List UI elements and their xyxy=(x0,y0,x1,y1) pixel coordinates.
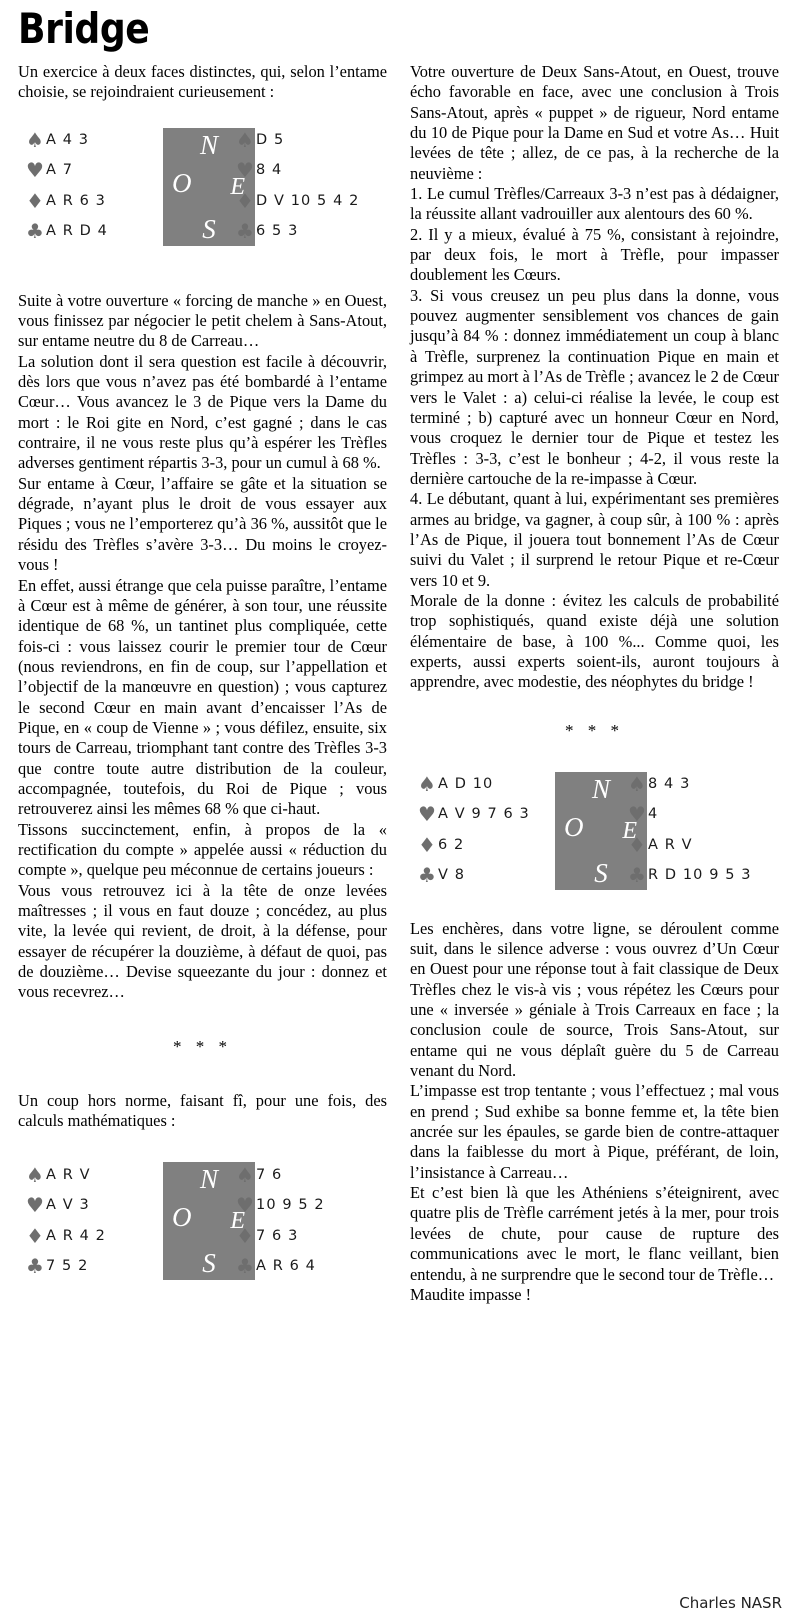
diamond-icon: ♦ xyxy=(418,832,436,857)
compass-east-label: E xyxy=(230,1208,245,1235)
compass-west-label: O xyxy=(172,1202,192,1233)
left-paragraph-6: Vous vous retrouvez ici à la tête de onze levées maîtresses ; il vous en faut douze ; concédez, au plus vite, la levée qui revient, de droit, à la défense, pour essayer de récupérer la douzième, à défaut de quoi, pas de douzième… Devise squeezante du jour : donnez et vous recevrez… xyxy=(18,880,387,1002)
west-diamonds-cards: A R 6 3 xyxy=(46,192,106,209)
east-hearts-cards: 10 9 5 2 xyxy=(256,1197,325,1214)
spacer xyxy=(410,693,779,721)
east-clubs-cards: A R 6 4 xyxy=(256,1258,316,1275)
club-icon: ♣ xyxy=(628,863,646,888)
left-paragraph-4: En effet, aussi étrange que cela puisse paraître, l’entame à Cœur est à même de générer, à son tour, une réussite identique de 68 %, un tantinet plus compliquée, cette fois-ci : vous laissez courir le premier tour de Cœur (nous reviendrons, en fin de coup, sur l’appellation et l’objectif de la manœuvre en question) ; vous capturez le second Cœur en main avant d’encaisser l’As de Pique, en « coup de Vienne » ; vous défilez, ensuite, six tours de Carreau, triomphant tant contre des Trèfles 3-3 que contre toute autre distribution de la couleur, accompagnée, toutefois, du Roi de Pique ; vous retrouverez ainsi les mêmes 68 % que ci-haut. xyxy=(18,575,387,819)
spade-icon: ♠ xyxy=(236,127,254,152)
right-paragraph-1: Votre ouverture de Deux Sans-Atout, en Ouest, trouve écho favorable en face, avec une conclusion à Trois Sans-Atout, après « puppet » de rigueur, Nord entame du 10 de Pique pour la Dame en Sud et votre As… Huit levées de tête ; allez, de ce pas, à la recherche de la neuvième : xyxy=(410,62,779,183)
bridge-deal-diagram-3 xyxy=(18,1159,387,1281)
bridge-deal-diagram-2 xyxy=(410,769,779,891)
spade-icon: ♠ xyxy=(26,1162,44,1187)
spacer xyxy=(18,1003,387,1037)
west-hand-3 xyxy=(26,1159,176,1281)
compass-north-label: N xyxy=(199,1164,219,1195)
east-hearts-cards: 4 xyxy=(648,806,659,823)
page-title: Bridge xyxy=(18,4,150,53)
spacer xyxy=(18,103,387,125)
bridge-deal-diagram-1 xyxy=(18,125,387,247)
right-section-divider: * * * xyxy=(565,720,624,740)
compass-east-label: E xyxy=(230,173,245,200)
club-icon: ♣ xyxy=(236,219,254,244)
west-spades-cards: A 4 3 xyxy=(46,131,90,148)
hand-row-clubs xyxy=(236,216,386,247)
left-intro-paragraph: Un exercice à deux faces distinctes, qui, selon l’entame choisie, se rejoindraient curieusement : xyxy=(18,62,387,102)
left-section-divider: * * * xyxy=(173,1036,232,1056)
hand-row-hearts xyxy=(26,1190,176,1221)
compass-south-label: S xyxy=(594,857,608,888)
west-spades-cards: A R V xyxy=(46,1166,91,1183)
hand-row-clubs xyxy=(628,860,778,891)
left-paragraph-before-deal3: Un coup hors norme, faisant fî, pour une fois, des calculs mathématiques : xyxy=(18,1090,387,1131)
east-spades-cards: 7 6 xyxy=(256,1166,283,1183)
heart-icon: ♥ xyxy=(628,802,646,827)
hand-row-diamonds xyxy=(236,186,386,217)
hand-row-diamonds xyxy=(236,1220,386,1251)
west-hand-2 xyxy=(418,769,568,891)
east-hearts-cards: 8 4 xyxy=(256,162,283,179)
spade-icon: ♠ xyxy=(236,1162,254,1187)
spacer xyxy=(18,1057,387,1091)
east-diamonds-cards: 7 6 3 xyxy=(256,1227,299,1244)
east-diamonds-cards: D V 10 5 4 2 xyxy=(256,192,360,209)
west-clubs-cards: V 8 xyxy=(438,867,466,884)
west-hearts-cards: A V 3 xyxy=(46,1197,90,1214)
hand-row-spades xyxy=(628,769,778,800)
diamond-icon: ♦ xyxy=(236,188,254,213)
club-icon: ♣ xyxy=(26,1254,44,1279)
hand-row-clubs xyxy=(418,860,568,891)
spade-icon: ♠ xyxy=(418,771,436,796)
spacer xyxy=(18,247,387,291)
right-column xyxy=(410,62,779,1305)
compass-west-label: O xyxy=(564,811,584,842)
east-spades-cards: D 5 xyxy=(256,131,285,148)
compass-south-label: S xyxy=(202,213,216,244)
west-hearts-cards: A V 9 7 6 3 xyxy=(438,806,530,823)
right-paragraph-item-4: 4. Le débutant, quant à lui, expérimentant ses premières armes au bridge, va gagner, à coup sûr, à 100 % : après l’As de Pique, il jouera tout bonnement l’As de Cœur suivi du Valet ; il surprend le retour Pique et re-Cœur vers 10 et 9. xyxy=(410,489,779,590)
compass-north-label: N xyxy=(199,129,219,160)
left-paragraph-5: Tissons succinctement, enfin, à propos de la « rectification du compte » appelée aussi « réduction du compte », quelque peu méconnue de certains joueurs : xyxy=(18,819,387,880)
right-paragraph-impasse: L’impasse est trop tentante ; vous l’effectuez ; mal vous en prend ; Sud exhibe sa bonne femme et, la tête bien ancrée sur les épaules, se garde bien de contre-attaquer dans la faiblesse du mort à Pique, préférant, de loin, l’insistance à Carreau… xyxy=(410,1081,779,1182)
hand-row-spades xyxy=(26,1159,176,1190)
west-hand-1 xyxy=(26,125,176,247)
spacer xyxy=(410,891,779,919)
club-icon: ♣ xyxy=(26,219,44,244)
heart-icon: ♥ xyxy=(26,158,44,183)
hand-row-diamonds xyxy=(628,830,778,861)
west-clubs-cards: 7 5 2 xyxy=(46,1258,89,1275)
east-spades-cards: 8 4 3 xyxy=(648,775,691,792)
right-paragraph-item-3: 3. Si vous creusez un peu plus dans la donne, vous pouvez augmenter sensiblement vos chances de gain jusqu’à 84 % : donnez immédiatement un coup à blanc à Trèfle, surprenez la continuation Pique en main et grimpez au mort à l’As de Trèfle ; avancez le 2 de Cœur vers le Valet : a) celui-ci réalise la levée, le coup est terminé ; b) capturé avec un honneur Cœur en Nord, vous croquez le dernier tour de Pique et testez les Trèfles : 3-3, c’est le bonheur ; 4-2, il vous reste la dernière cartouche de la re-impasse à Cœur. xyxy=(410,285,779,488)
left-paragraph-1: Suite à votre ouverture « forcing de manche » en Ouest, vous finissez par négocier le petit chelem à Sans-Atout, sur entame neutre du 8 de Carreau… xyxy=(18,290,387,351)
heart-icon: ♥ xyxy=(236,1193,254,1218)
two-column-body xyxy=(18,62,782,1305)
compass-south-label: S xyxy=(202,1248,216,1279)
spade-icon: ♠ xyxy=(628,771,646,796)
hand-row-spades xyxy=(418,769,568,800)
heart-icon: ♥ xyxy=(236,158,254,183)
spacer xyxy=(410,741,779,769)
heart-icon: ♥ xyxy=(418,802,436,827)
hand-row-hearts xyxy=(236,155,386,186)
compass-west-label: O xyxy=(172,167,192,198)
east-hand-3 xyxy=(236,1159,386,1281)
east-clubs-cards: 6 5 3 xyxy=(256,223,299,240)
diamond-icon: ♦ xyxy=(26,188,44,213)
hand-row-clubs xyxy=(26,1251,176,1282)
hand-row-hearts xyxy=(628,799,778,830)
diamond-icon: ♦ xyxy=(26,1223,44,1248)
west-spades-cards: A D 10 xyxy=(438,775,494,792)
author-byline: Charles NASR xyxy=(679,1594,782,1612)
hand-row-hearts xyxy=(236,1190,386,1221)
hand-row-spades xyxy=(236,1159,386,1190)
right-paragraph-morale: Morale de la donne : évitez les calculs de probabilité trop sophistiqués, quand existe déjà une solution élémentaire de base, à 100 %... Comme quoi, les experts, aussi experts soient-ils, auront toujours à apprendre, avec modestie, des néophytes du bridge ! xyxy=(410,590,779,692)
west-clubs-cards: A R D 4 xyxy=(46,223,108,240)
club-icon: ♣ xyxy=(418,863,436,888)
hand-row-clubs xyxy=(26,216,176,247)
west-diamonds-cards: 6 2 xyxy=(438,836,465,853)
right-paragraph-encheres: Les enchères, dans votre ligne, se déroulent comme suit, dans le silence adverse : vous ouvrez d’Un Cœur en Ouest pour une réponse tout à fait classique de Deux Trèfles chez le vis-à vis ; vous répétez les Cœurs pour une « inversée » géniale à Trois Carreaux en face ; la conclusion coule de source, Trois Sans-Atout, sur entame qui ne vous déplaît guère du 5 de Carreau venant du Nord. xyxy=(410,918,779,1081)
hand-row-hearts xyxy=(418,799,568,830)
west-diamonds-cards: A R 4 2 xyxy=(46,1227,106,1244)
right-paragraph-item-1: 1. Le cumul Trèfles/Carreaux 3-3 n’est pas à dédaigner, la réussite allant vadrouiller aux alentours des 60 %. xyxy=(410,184,779,224)
hand-row-diamonds xyxy=(26,186,176,217)
spade-icon: ♠ xyxy=(26,127,44,152)
compass-east-label: E xyxy=(622,817,637,844)
club-icon: ♣ xyxy=(236,1254,254,1279)
hand-row-diamonds xyxy=(26,1220,176,1251)
left-paragraph-3: Sur entame à Cœur, l’affaire se gâte et la situation se dégrade, n’ayant plus le droit de vous essayer aux Piques ; vous ne l’emporterez qu’à 36 %, aussitôt que le résidu des Trèfles s’avère 3-3… Du moins le croyez-vous ! xyxy=(18,473,387,575)
heart-icon: ♥ xyxy=(26,1193,44,1218)
west-hearts-cards: A 7 xyxy=(46,162,74,179)
diamond-icon: ♦ xyxy=(236,1223,254,1248)
east-hand-2 xyxy=(628,769,778,891)
east-hand-1 xyxy=(236,125,386,247)
hand-row-clubs xyxy=(236,1251,386,1282)
hand-row-hearts xyxy=(26,155,176,186)
masthead xyxy=(18,0,782,62)
east-diamonds-cards: A R V xyxy=(648,836,693,853)
right-paragraph-maudite: Maudite impasse ! xyxy=(410,1284,532,1304)
hand-row-spades xyxy=(236,125,386,156)
compass-north-label: N xyxy=(591,773,611,804)
left-column xyxy=(18,62,387,1281)
left-paragraph-2: La solution dont il sera question est facile à découvrir, dès lors que vous n’avez pas été bombardé à l’entame Cœur… Vous avancez le 3 de Pique vers la Dame du mort : le Roi gite en Nord, c’est gagné ; dans le cas contraire, il ne vous reste plus qu’à espérer les Trèfles adverses gentiment répartis 3-3, pour un cumul à 68 %. xyxy=(18,351,387,473)
diamond-icon: ♦ xyxy=(628,832,646,857)
east-clubs-cards: R D 10 9 5 3 xyxy=(648,867,752,884)
right-paragraph-atheniens: Et c’est bien là que les Athéniens s’éteignirent, avec quatre plis de Trèfle carrément jetés à la mer, pour trois levées de chute, pour cause de rupture des communications avec le mort, le flanc veillant, bien entendu, à ne surprendre que le second tour de Trèfle… xyxy=(410,1183,779,1284)
right-paragraph-item-2: 2. Il y a mieux, évalué à 75 %, consistant à rejoindre, par deux fois, le mort à Trèfle, pour impasser doublement les Cœurs. xyxy=(410,224,779,285)
hand-row-diamonds xyxy=(418,830,568,861)
hand-row-spades xyxy=(26,125,176,156)
spacer xyxy=(18,1131,387,1159)
